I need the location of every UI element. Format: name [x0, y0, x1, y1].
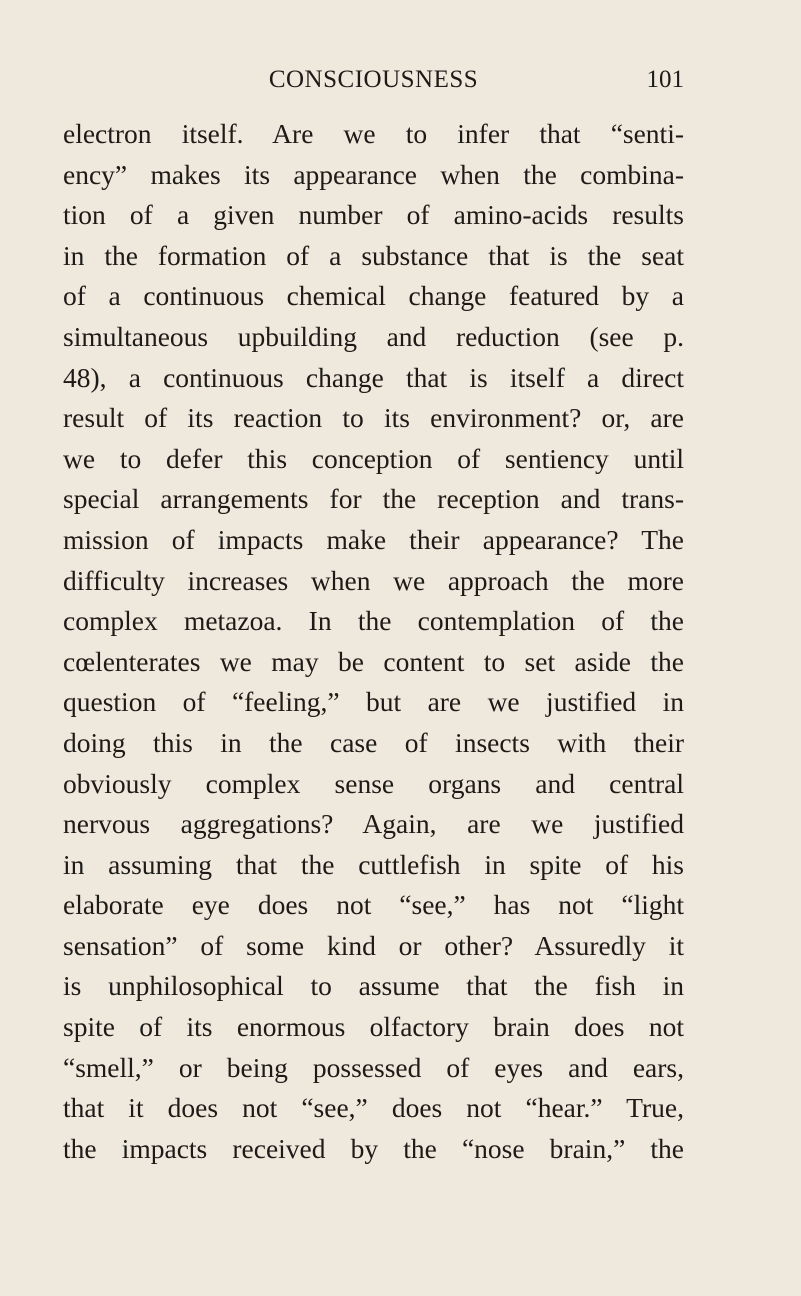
running-title: CONSCIOUSNESS [268, 66, 479, 93]
page-number: 101 [646, 66, 684, 93]
text-line: elaborate eye does not “see,” has not “light [63, 889, 684, 921]
text-line: the impacts received by the “nose brain,” the [63, 1132, 684, 1164]
text-line: in assuming that the cuttlefish in spite of his [63, 848, 684, 880]
text-line: result of its reaction to its environment? or, are [63, 402, 684, 434]
text-line: that it does not “see,” does not “hear.” True, [63, 1092, 684, 1124]
text-line: difficulty increases when we approach the more [63, 564, 684, 596]
text-line: mission of impacts make their appearance? The [63, 523, 684, 555]
text-line: nervous aggregations? Again, are we justified [63, 808, 684, 840]
text-line: is unphilosophical to assume that the fish in [63, 970, 684, 1002]
text-line: sensation” of some kind or other? Assuredly it [63, 929, 684, 961]
text-line: cœlenterates we may be content to set aside the [63, 645, 684, 677]
body-text [63, 114, 684, 1169]
text-line: of a continuous chemical change featured by a [63, 280, 684, 312]
text-line: tion of a given number of amino-acids results [63, 199, 684, 231]
text-line: we to defer this conception of sentiency until [63, 442, 684, 474]
text-line: 48), a continuous change that is itself a direct [63, 361, 684, 393]
text-line: simultaneous upbuilding and reduction (see p. [63, 320, 684, 352]
text-line: ency” makes its appearance when the combina- [63, 158, 684, 190]
text-line: “smell,” or being possessed of eyes and ears, [63, 1051, 684, 1083]
text-line: question of “feeling,” but are we justified in [63, 686, 684, 718]
text-line: complex metazoa. In the contemplation of the [63, 605, 684, 637]
text-line: doing this in the case of insects with their [63, 726, 684, 758]
text-line: electron itself. Are we to infer that “senti- [63, 118, 684, 149]
running-head [63, 64, 684, 96]
text-line: in the formation of a substance that is the seat [63, 239, 684, 271]
text-line: obviously complex sense organs and central [63, 767, 684, 799]
text-line: special arrangements for the reception and trans- [63, 483, 684, 515]
text-line: spite of its enormous olfactory brain does not [63, 1011, 684, 1043]
